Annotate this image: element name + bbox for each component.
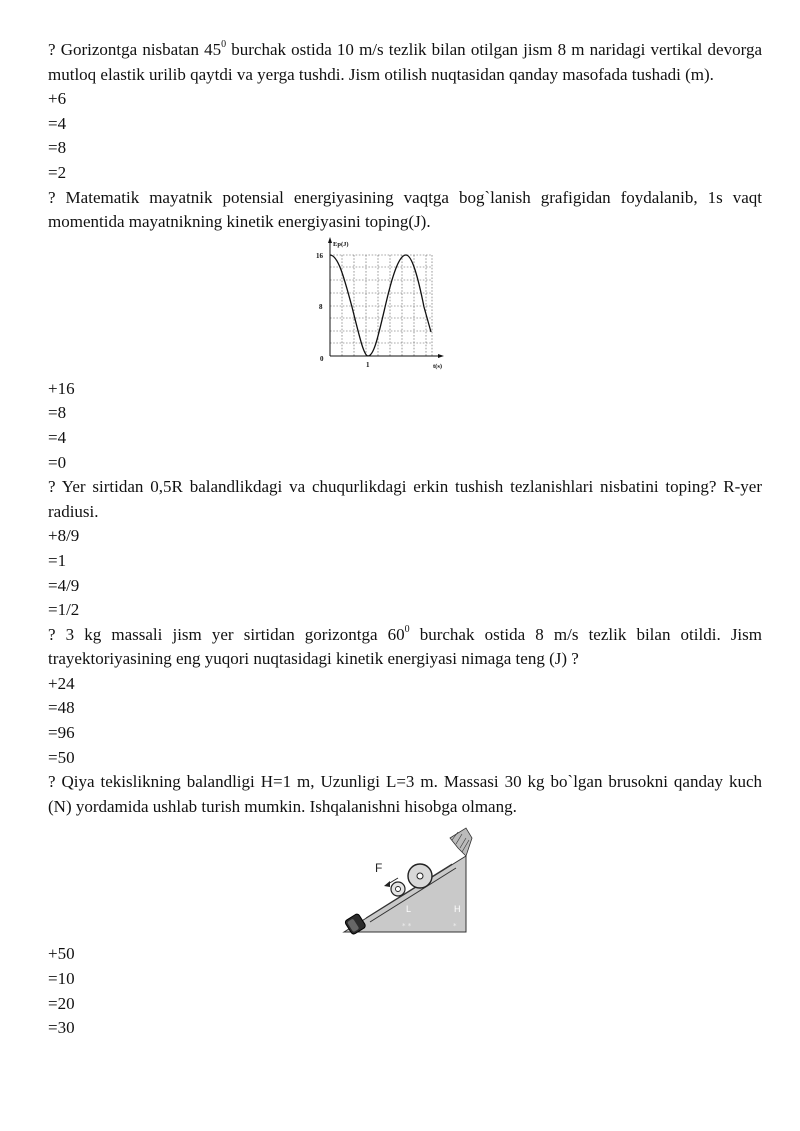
answer-option: =0 xyxy=(48,452,67,472)
answer-option: =2 xyxy=(48,162,67,182)
document-page xyxy=(48,38,762,1041)
answer-option: =48 xyxy=(48,698,75,718)
answer-option: +16 xyxy=(48,378,75,398)
question-1-text: ? Gorizontga nisbatan $45^0$ burchak ostida 10 m/s tezlik bilan otilgan jism 8 m naridagi vertikal devorga mutloq elastik urilib qaytdi va yerga tushdi. Jism otilish nuqtasidan qanday masofada tushadi (m). xyxy=(48,39,762,84)
answer-option: =8 xyxy=(48,138,67,158)
answer-option: +50 xyxy=(48,944,75,964)
question-4-text: ? 3 kg massali jism yer sirtidan gorizontga $60^0$ burchak ostida 8 m/s tezlik bilan otildi. Jism trayektoriyasining eng yuqori nuqtasidagi kinetik energiyasi nimaga teng (J) ? xyxy=(48,624,762,669)
answer-option: +6 xyxy=(48,89,67,109)
svg-text:*: * xyxy=(453,922,457,931)
length-label: L xyxy=(406,904,412,915)
potential-energy-graph xyxy=(48,237,762,377)
y-tick: 8 xyxy=(319,302,323,311)
y-axis-label: Ep(J) xyxy=(333,240,349,248)
answer-option: =8 xyxy=(48,403,67,423)
height-label: H xyxy=(454,904,461,915)
answer-option: =1 xyxy=(48,550,67,570)
answer-option: =96 xyxy=(48,723,75,743)
y-tick: 0 xyxy=(320,354,324,363)
inclined-plane-diagram xyxy=(48,820,762,942)
answer-option: =50 xyxy=(48,747,75,767)
question-5-text: ? Qiya tekislikning balandligi H=1 m, Uzunligi L=3 m. Massasi 30 kg bo`lgan brusokni qanday kuch (N) yordamida ushlab turish mumkin. Ishqalanishni hisobga olmang. xyxy=(48,772,762,816)
answer-option: =4 xyxy=(48,113,67,133)
x-axis-label: t(s) xyxy=(433,362,443,370)
svg-text:* *: * * xyxy=(402,922,412,931)
answer-option: =20 xyxy=(48,993,75,1013)
force-label: F xyxy=(375,861,383,876)
answer-option: =10 xyxy=(48,969,75,989)
answer-option: =4 xyxy=(48,427,67,447)
question-2-text: ? Matematik mayatnik potensial energiyasining vaqtga bog`lanish grafigidan foydalanib, 1s vaqt momentida mayatnikning kinetik energiyasini toping(J). xyxy=(48,187,762,232)
answer-option: =1/2 xyxy=(48,600,80,620)
answer-option: =4/9 xyxy=(48,575,80,595)
answer-option: +24 xyxy=(48,673,75,693)
answer-option: =30 xyxy=(48,1018,75,1038)
x-tick: 1 xyxy=(366,360,370,369)
y-tick: 16 xyxy=(316,251,323,260)
answer-option: +8/9 xyxy=(48,526,80,546)
question-3-text: ? Yer sirtidan 0,5R balandlikdagi va chuqurlikdagi erkin tushish tezlanishlari nisbatini toping? R-yer radiusi. xyxy=(48,477,762,521)
